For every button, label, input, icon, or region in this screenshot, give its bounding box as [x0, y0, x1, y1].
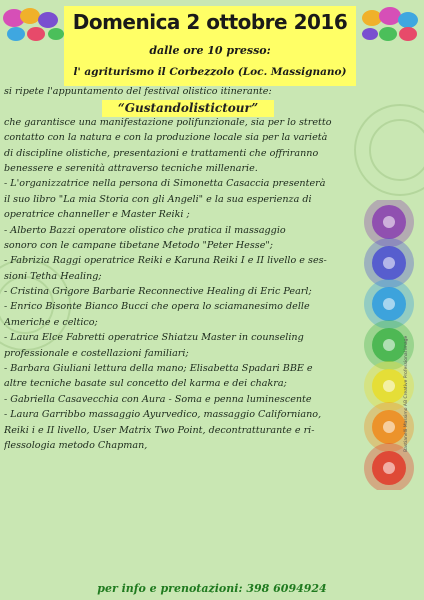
- chakra-symbol: [383, 462, 395, 474]
- body-line: sioni Tetha Healing;: [4, 270, 102, 282]
- body-line: - Laura Garribbo massaggio Ayurvedico, massaggio Californiano,: [4, 409, 322, 421]
- body-line: che garantisce una manifestazione polifunzionale, sia per lo stretto: [4, 116, 332, 128]
- body-line: - L'organizzatrice nella persona di Simonetta Casaccia presenterà: [4, 178, 326, 190]
- chakra-symbol: [383, 339, 395, 351]
- body-line: - Fabrizia Raggi operatrice Reiki e Karuna Reiki I e II livello e ses-: [4, 255, 327, 267]
- butterfly-left-icon: [2, 4, 66, 48]
- body-line: - Enrico Bisonte Bianco Bucci che opera lo sciamanesimo delle: [4, 301, 310, 313]
- chakra-symbol: [383, 216, 395, 228]
- body-line: - Gabriella Casavecchia con Aura - Soma e penna luminescente: [4, 393, 312, 405]
- body-line: si ripete l'appuntamento del festival olistico itinerante:: [4, 86, 272, 97]
- photo-credit: Bastianelli Massimo AB Creative Professional image: [404, 335, 409, 452]
- chakra-symbol: [383, 421, 395, 433]
- contact-footer: per info e prenotazioni: 398 6094924: [97, 582, 327, 595]
- body-line: sonoro con le campane tibetane Metodo "Peter Hesse";: [4, 239, 274, 251]
- header-banner: [64, 6, 356, 86]
- body-line: Americhe e celtico;: [4, 316, 98, 328]
- body-line: professionale e costellazioni familiari;: [4, 347, 189, 359]
- body-line: - Cristina Grigore Barbarie Reconnective Healing di Eric Pearl;: [4, 286, 312, 298]
- body-line: - Barbara Giuliani lettura della mano; Elisabetta Spadari BBE e: [4, 363, 313, 375]
- body-line: - Alberto Bazzi operatore olistico che pratica il massaggio: [4, 224, 286, 236]
- body-line: altre tecniche basate sul concetto del karma e dei chakra;: [4, 378, 287, 390]
- event-name-badge: “Gustandolistictour”: [102, 100, 274, 117]
- place-line: l' agriturismo il Corbezzolo (Loc. Massignano): [73, 66, 347, 78]
- body-line: [4, 99, 358, 114]
- page-title: Domenica 2 ottobre 2016: [72, 10, 348, 34]
- chakra-symbol: [383, 298, 395, 310]
- body-line: Reiki i e II livello, User Matrix Two Point, decontratturante e ri-: [4, 424, 315, 436]
- time-line: dalle ore 10 presso:: [149, 44, 271, 57]
- body-text: [4, 84, 358, 453]
- body-line: - Laura Elce Fabretti operatrice Shiatzu Master in counseling: [4, 332, 304, 344]
- butterfly-right-icon: [358, 4, 422, 48]
- body-line: di discipline olistiche, presentazioni e trattamenti che offriranno: [4, 147, 319, 159]
- body-line: contatto con la natura e con la produzione locale sia per la varietà: [4, 132, 328, 144]
- chakra-symbol: [383, 380, 395, 392]
- chakra-circles-icon: [356, 200, 422, 490]
- body-line: benessere e serenità attraverso tecniche millenarie.: [4, 162, 258, 174]
- body-line: il suo libro "La mia Storia con gli Angeli" e la sua esperienza di: [4, 193, 312, 205]
- body-line: flessologia metodo Chapman,: [4, 439, 148, 451]
- chakra-symbol: [383, 257, 395, 269]
- body-line: operatrice channeller e Master Reiki ;: [4, 209, 190, 221]
